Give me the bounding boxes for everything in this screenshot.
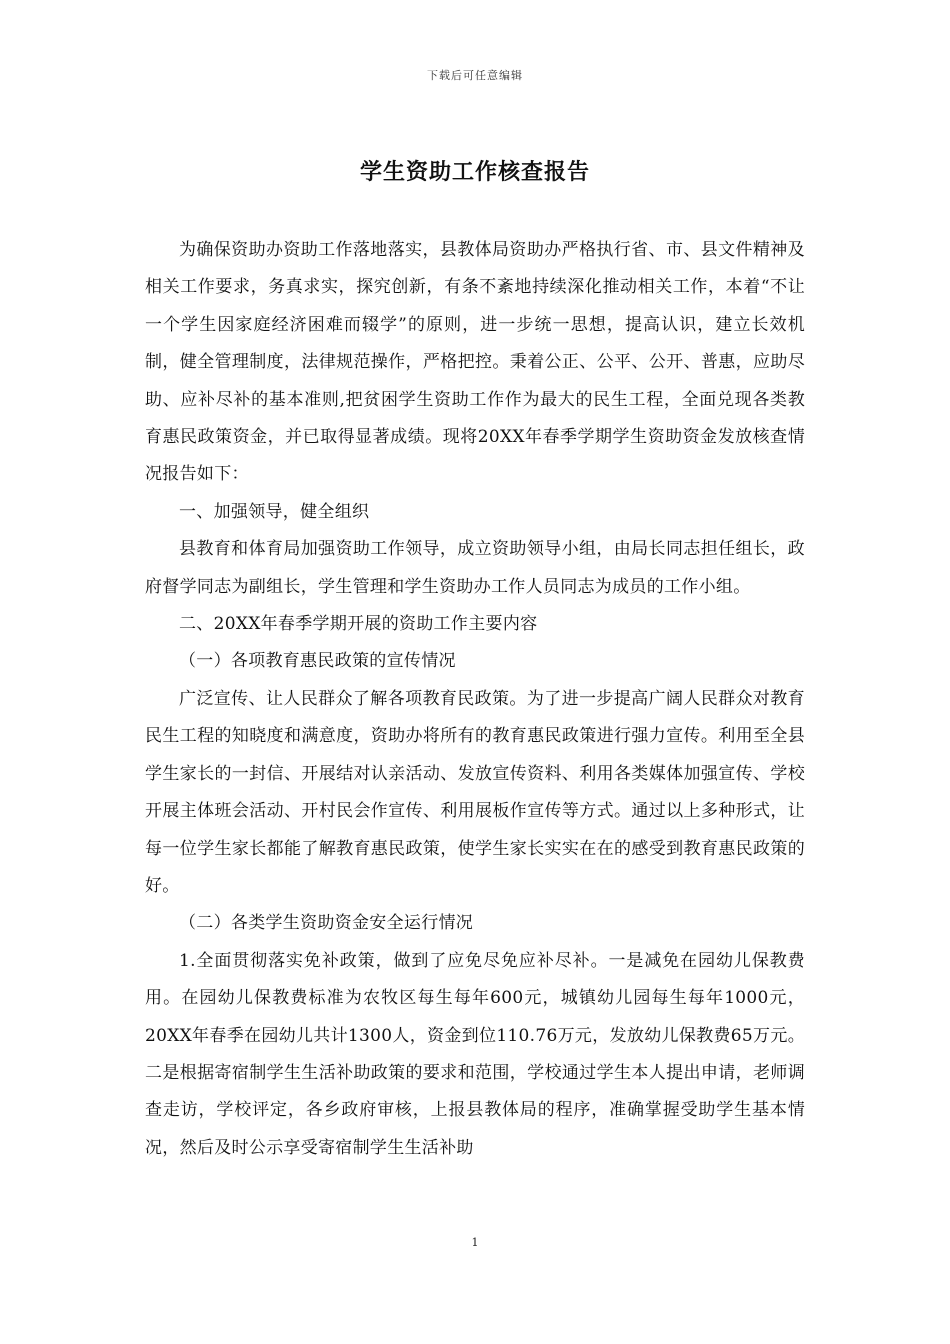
subsection-heading-1: （一）各项教育惠民政策的宣传情况	[179, 651, 456, 672]
subsection-heading-2: （二）各类学生资助资金安全运行情况	[179, 913, 474, 934]
section-heading-2: 二、20XX年春季学期开展的资助工作主要内容	[179, 614, 538, 635]
section-heading-1: 一、加强领导，健全组织	[179, 501, 370, 522]
document-body	[145, 232, 805, 1167]
funding-paragraph: 1.全面贯彻落实免补政策，做到了应免尽免应补尽补。一是减免在园幼儿保教费用。在园幼儿保教费标准为农牧区每生每年600元，城镇幼儿园每生每年1000元，20XX年春季在园幼儿共计1300人，资金到位110.76万元，发放幼儿保教费65万元。二是根据寄宿制学生生活补助政策的要求和范围，学校通过学生本人提出申请，老师调查走访，学校评定，各乡政府审核，上报县教体局的程序，准确掌握受助学生基本情况，然后及时公示享受寄宿制学生生活补助	[145, 950, 805, 1158]
header-note: 下载后可任意编辑	[427, 69, 523, 82]
intro-paragraph: 为确保资助办资助工作落地落实，县教体局资助办严格执行省、市、县文件精神及相关工作要求，务真求实，探究创新，有条不紊地持续深化推动相关工作，本着“不让一个学生因家庭经济困难而辍学”的原则，进一步统一思想，提高认识，建立长效机制，健全管理制度，法律规范操作，严格把控。秉着公正、公平、公开、普惠，应助尽助、应补尽补的基本准则,把贫困学生资助工作作为最大的民生工程，全面兑现各类教育惠民政策资金，并已取得显著成绩。现将20XX年春季学期学生资助资金发放核查情况报告如下：	[145, 240, 805, 485]
document-title: 学生资助工作核查报告	[359, 159, 590, 185]
publicity-paragraph: 广泛宣传、让人民群众了解各项教育民政策。为了进一步提高广阔人民群众对教育民生工程的知晓度和满意度，资助办将所有的教育惠民政策进行强力宣传。利用至全县学生家长的一封信、开展结对认亲活动、发放宣传资料、利用各类媒体加强宣传、学校开展主体班会活动、开村民会作宣传、利用展板作宣传等方式。通过以上多种形式，让每一位学生家长都能了解教育惠民政策，使学生家长实实在在的感受到教育惠民政策的好。	[145, 688, 805, 896]
leadership-paragraph: 县教育和体育局加强资助工作领导，成立资助领导小组，由局长同志担任组长，政府督学同志为副组长，学生管理和学生资助办工作人员同志为成员的工作小组。	[145, 539, 805, 597]
page-number: 1	[471, 1236, 479, 1249]
